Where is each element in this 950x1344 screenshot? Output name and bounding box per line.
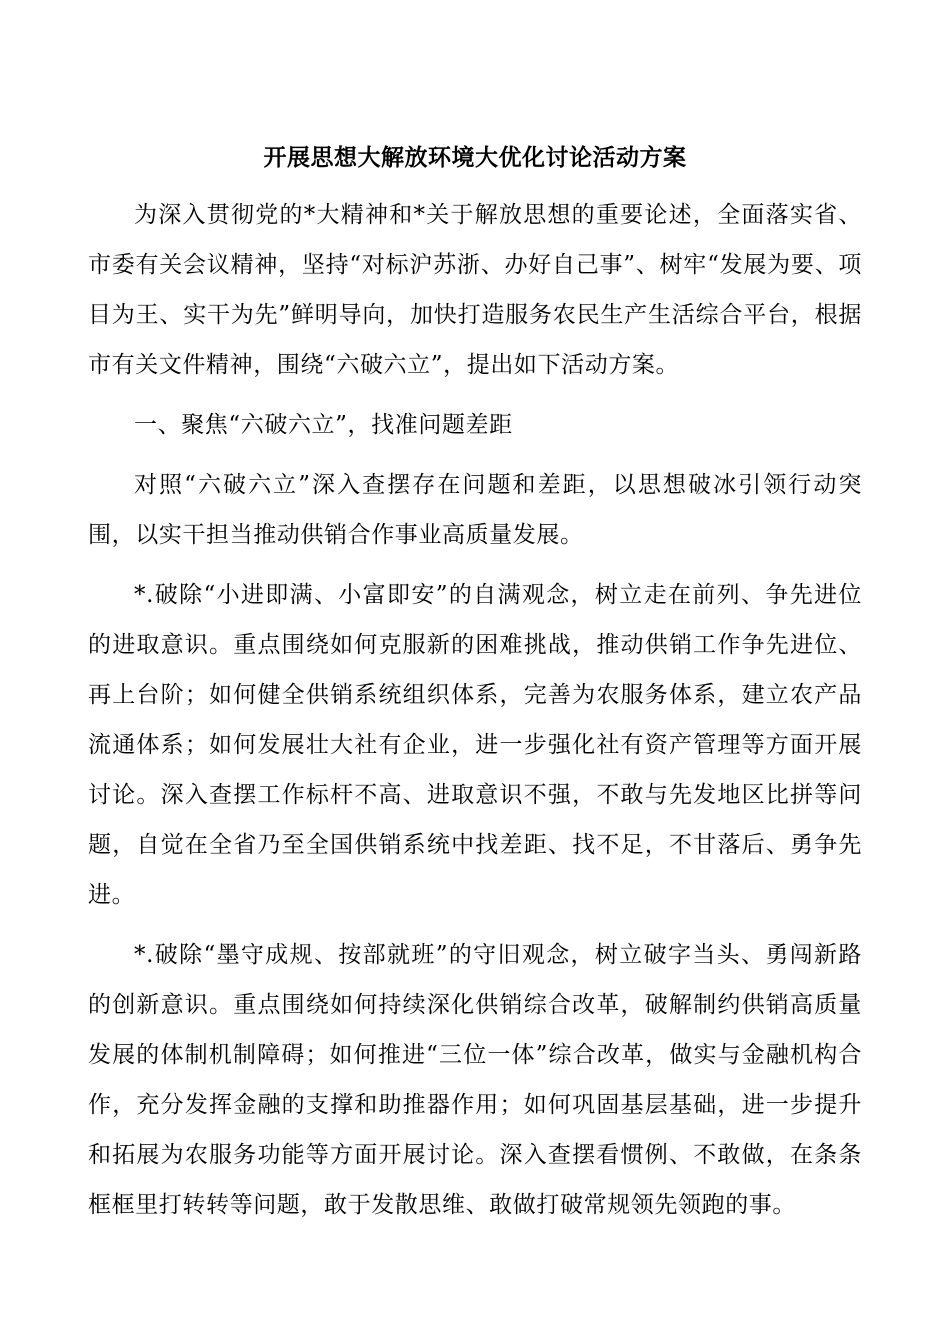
- document-title: 开展思想大解放环境大优化讨论活动方案: [263, 144, 687, 171]
- paragraph-section-intro: 对照“六破六立”深入查摆存在问题和差距，以思想破冰引领行动突围，以实干担当推动供销合作事业高质量发展。: [88, 472, 862, 548]
- paragraph-item-1: *.破除“小进即满、小富即安”的自满观念，树立走在前列、争先进位的进取意识。重点围绕如何克服新的困难挑战，推动供销工作争先进位、再上台阶；如何健全供销系统组织体系，完善为农服务体系，建立农产品流通体系；如何发展壮大社有企业，进一步强化社有资产管理等方面开展讨论。深入查摆工作标杆不高、进取意识不强，不敢与先发地区比拼等问题，自觉在全省乃至全国供销系统中找差距、找不足，不甘落后、勇争先进。: [88, 582, 862, 908]
- document-body: [88, 190, 862, 1230]
- section-heading: 一、聚焦“六破六立”，找准问题差距: [134, 412, 513, 438]
- paragraph-intro: 为深入贯彻党的*大精神和*关于解放思想的重要论述，全面落实省、市委有关会议精神，坚持“对标沪苏浙、办好自己事”、树牢“发展为要、项目为王、实干为先”鲜明导向，加快打造服务农民生产生活综合平台，根据市有关文件精神，围绕“六破六立”，提出如下活动方案。: [88, 202, 862, 378]
- paragraph-item-2: *.破除“墨守成规、按部就班”的守旧观念，树立破字当头、勇闯新路的创新意识。重点围绕如何持续深化供销综合改革，破解制约供销高质量发展的体制机制障碍；如何推进“三位一体”综合改革，做实与金融机构合作，充分发挥金融的支撑和助推器作用；如何巩固基层基础，进一步提升和拓展为农服务功能等方面开展讨论。深入查摆看惯例、不敢做，在条条框框里打转转等问题，敢于发散思维、敢做打破常规领先领跑的事。: [88, 942, 862, 1218]
